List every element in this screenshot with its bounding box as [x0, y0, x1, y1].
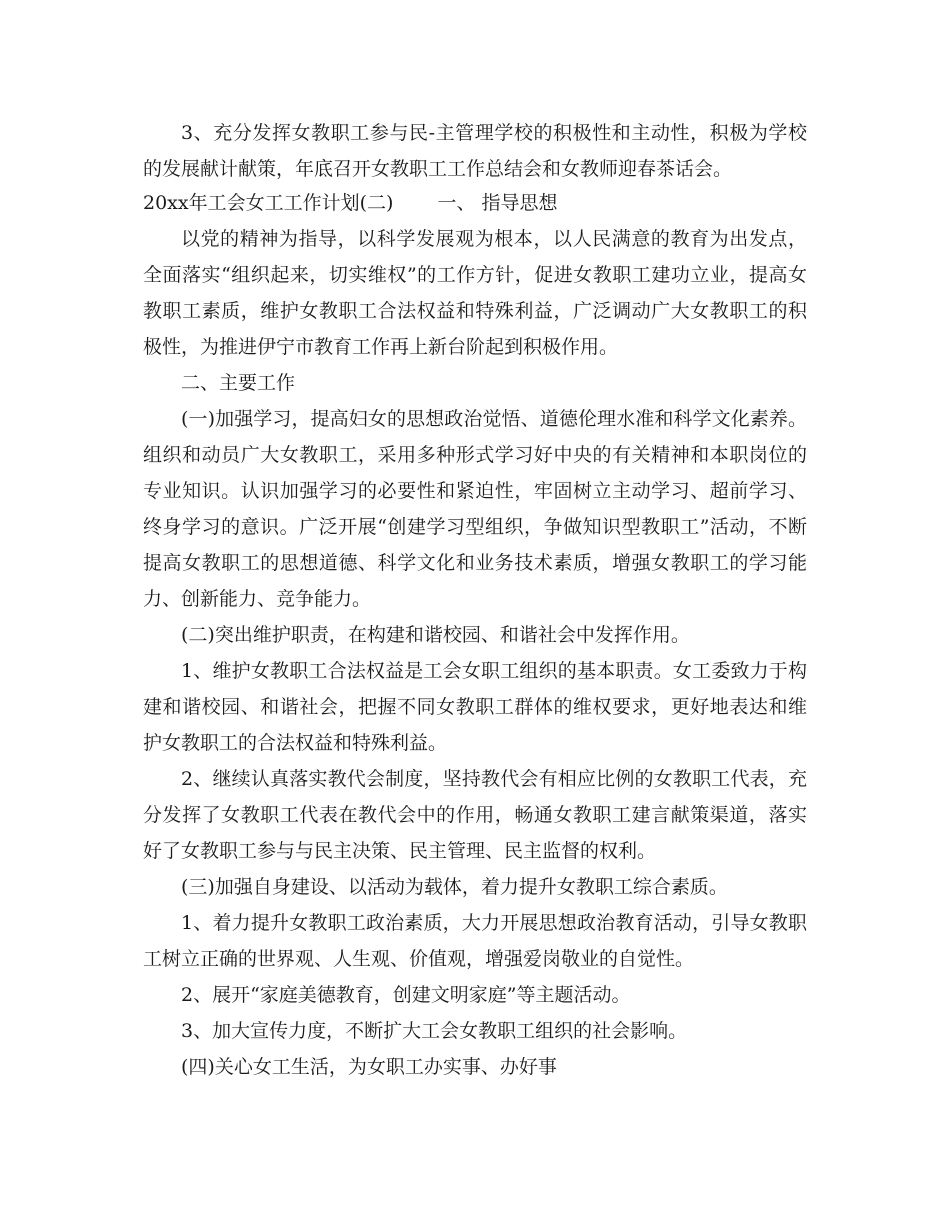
section-heading-main-work: 二、主要工作	[181, 372, 296, 394]
paragraph-study: (一)加强学习，提高妇女的思想政治觉悟、道德伦理水准和科学文化素养。组织和动员广大女教职工，采用多种形式学习好中央的有关精神和本职岗位的专业知识。认识加强学习的必要性和紧迫性，牢固树立主动学习、超前学习、终身学习的意识。广泛开展“创建学习型组织，争做知识型教职工”活动，不断提高女教职工的思想道德、科学文化和业务技术素质，增强女教职工的学习能力、创新能力、竞争能力。	[143, 408, 807, 610]
paragraph-rights-2: 2、继续认真落实教代会制度，坚持教代会有相应比例的女教职工代表，充分发挥了女教职工代表在教代会中的作用，畅通女教职工建言献策渠道，落实好了女教职工参与与民主决策、民主管理、民主监督的权利。	[143, 768, 807, 862]
paragraph-care-heading: (四)关心女工生活，为女职工办实事、办好事	[181, 1056, 557, 1078]
paragraph-self-building-2: 2、展开“家庭美德教育，创建文明家庭”等主题活动。	[181, 984, 631, 1006]
document-body	[143, 115, 807, 1085]
paragraph-self-building-heading: (三)加强自身建设、以活动为载体，着力提升女教职工综合素质。	[181, 876, 728, 898]
paragraph-guiding-thought: 以党的精神为指导，以科学发展观为根本，以人民满意的教育为出发点，全面落实“组织起来，切实维权”的工作方针，促进女教职工建功立业，提高女教职工素质，维护女教职工合法权益和特殊利益，广泛调动广大女教职工的积极性，为推进伊宁市教育工作再上新台阶起到积极作用。	[143, 228, 807, 358]
plan-heading: 20xx年工会女工工作计划(二) 一、 指导思想	[143, 192, 558, 214]
paragraph-rights-heading: (二)突出维护职责，在构建和谐校园、和谐社会中发挥作用。	[181, 624, 690, 646]
paragraph-self-building-1: 1、着力提升女教职工政治素质，大力开展思想政治教育活动，引导女教职工树立正确的世界观、人生观、价值观，增强爱岗敬业的自觉性。	[143, 912, 807, 970]
paragraph-rights-1: 1、维护女教职工合法权益是工会女职工组织的基本职责。女工委致力于构建和谐校园、和谐社会，把握不同女教职工群体的维权要求，更好地表达和维护女教职工的合法权益和特殊利益。	[143, 660, 807, 754]
paragraph-participation: 3、充分发挥女教职工参与民-主管理学校的积极性和主动性，积极为学校的发展献计献策，年底召开女教职工工作总结会和女教师迎春茶话会。	[143, 122, 807, 180]
paragraph-self-building-3: 3、加大宣传力度，不断扩大工会女教职工组织的社会影响。	[181, 1020, 688, 1042]
